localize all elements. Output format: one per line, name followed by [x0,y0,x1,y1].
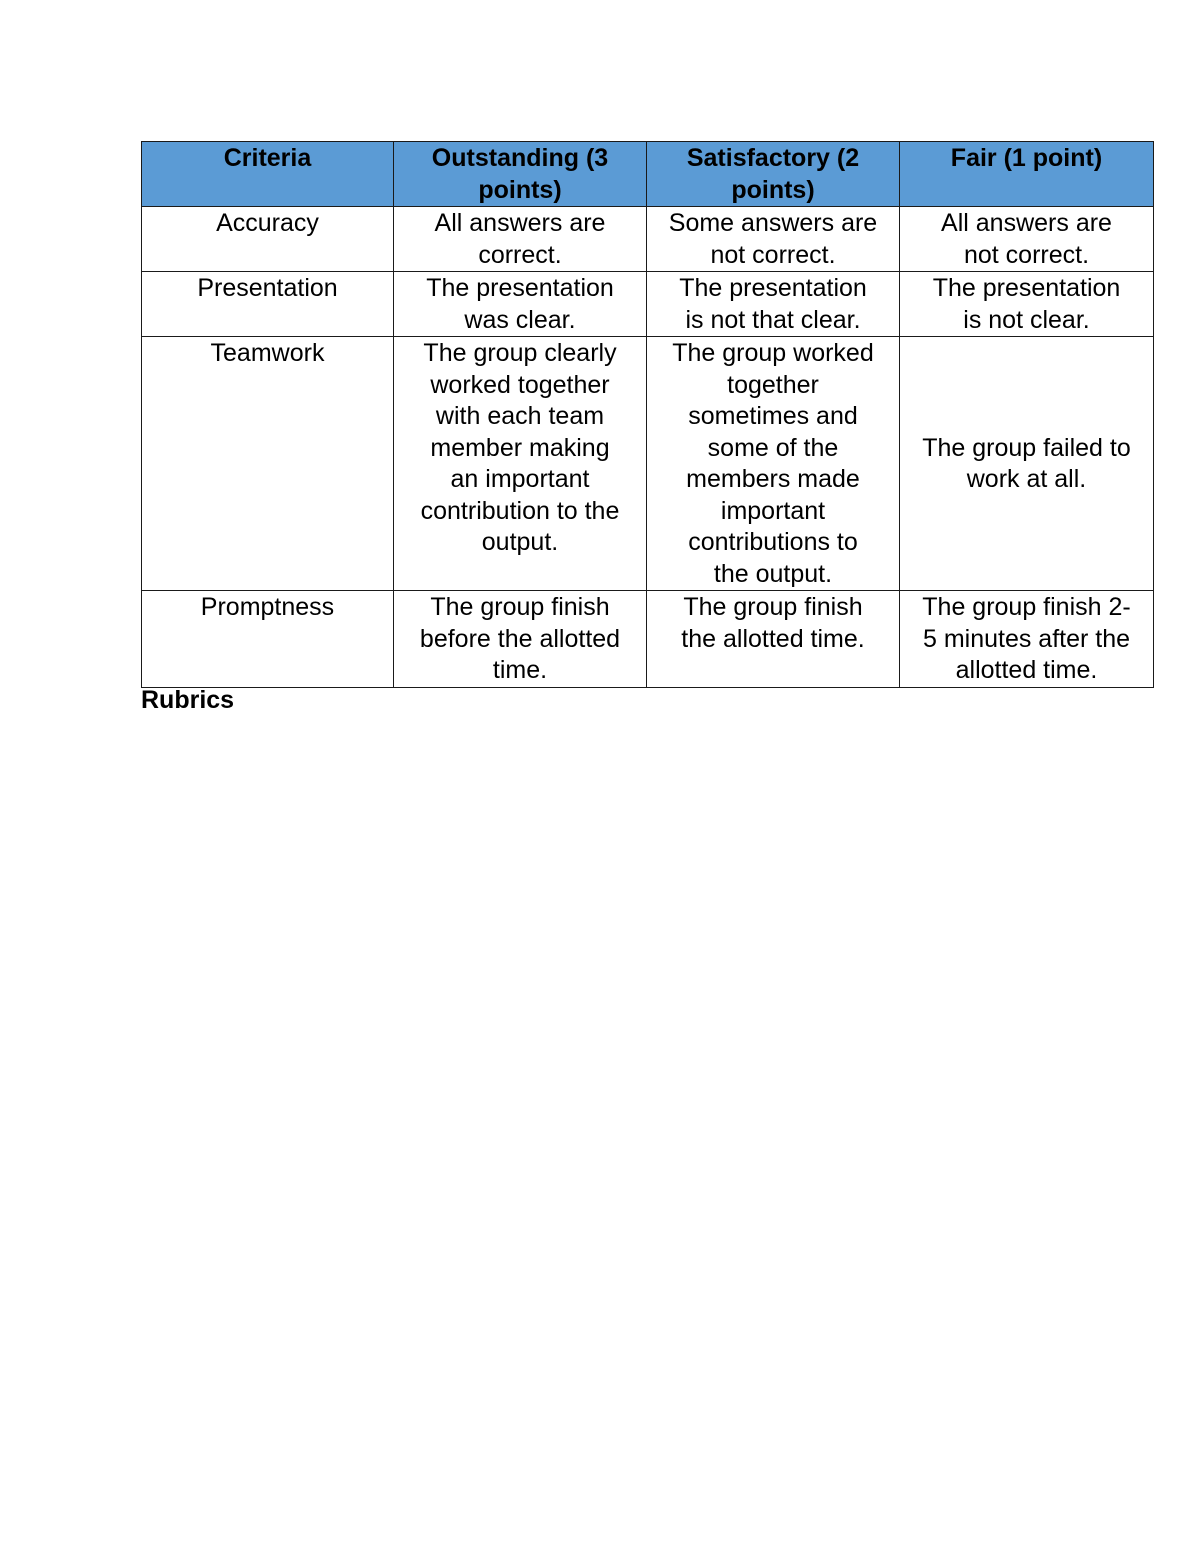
table-row [142,207,1154,272]
header-outstanding: Outstanding (3 points) [394,142,647,207]
table-row [142,591,1154,688]
table-header-row [142,142,1154,207]
outstanding-cell: The presentation was clear. [394,272,647,337]
header-criteria: Criteria [142,142,394,207]
fair-cell: The group failed to work at all. [900,337,1154,591]
satisfactory-cell: The group worked together sometimes and some of the members made important contributions to the output. [647,337,900,591]
rubric-table [141,141,1154,688]
fair-cell: All answers are not correct. [900,207,1154,272]
outstanding-cell: The group finish before the allotted time. [394,591,647,688]
fair-cell: The group finish 2- 5 minutes after the allotted time. [900,591,1154,688]
criteria-cell: Accuracy [142,207,394,272]
satisfactory-cell: Some answers are not correct. [647,207,900,272]
table-caption: Rubrics [141,686,235,714]
criteria-cell: Presentation [142,272,394,337]
table-row [142,272,1154,337]
table-row [142,337,1154,591]
criteria-cell: Teamwork [142,337,394,591]
header-satisfactory: Satisfactory (2 points) [647,142,900,207]
fair-cell: The presentation is not clear. [900,272,1154,337]
satisfactory-cell: The presentation is not that clear. [647,272,900,337]
criteria-cell: Promptness [142,591,394,688]
header-fair: Fair (1 point) [900,142,1154,207]
outstanding-cell: The group clearly worked together with each team member making an important contribution to the output. [394,337,647,591]
satisfactory-cell: The group finish the allotted time. [647,591,900,688]
outstanding-cell: All answers are correct. [394,207,647,272]
